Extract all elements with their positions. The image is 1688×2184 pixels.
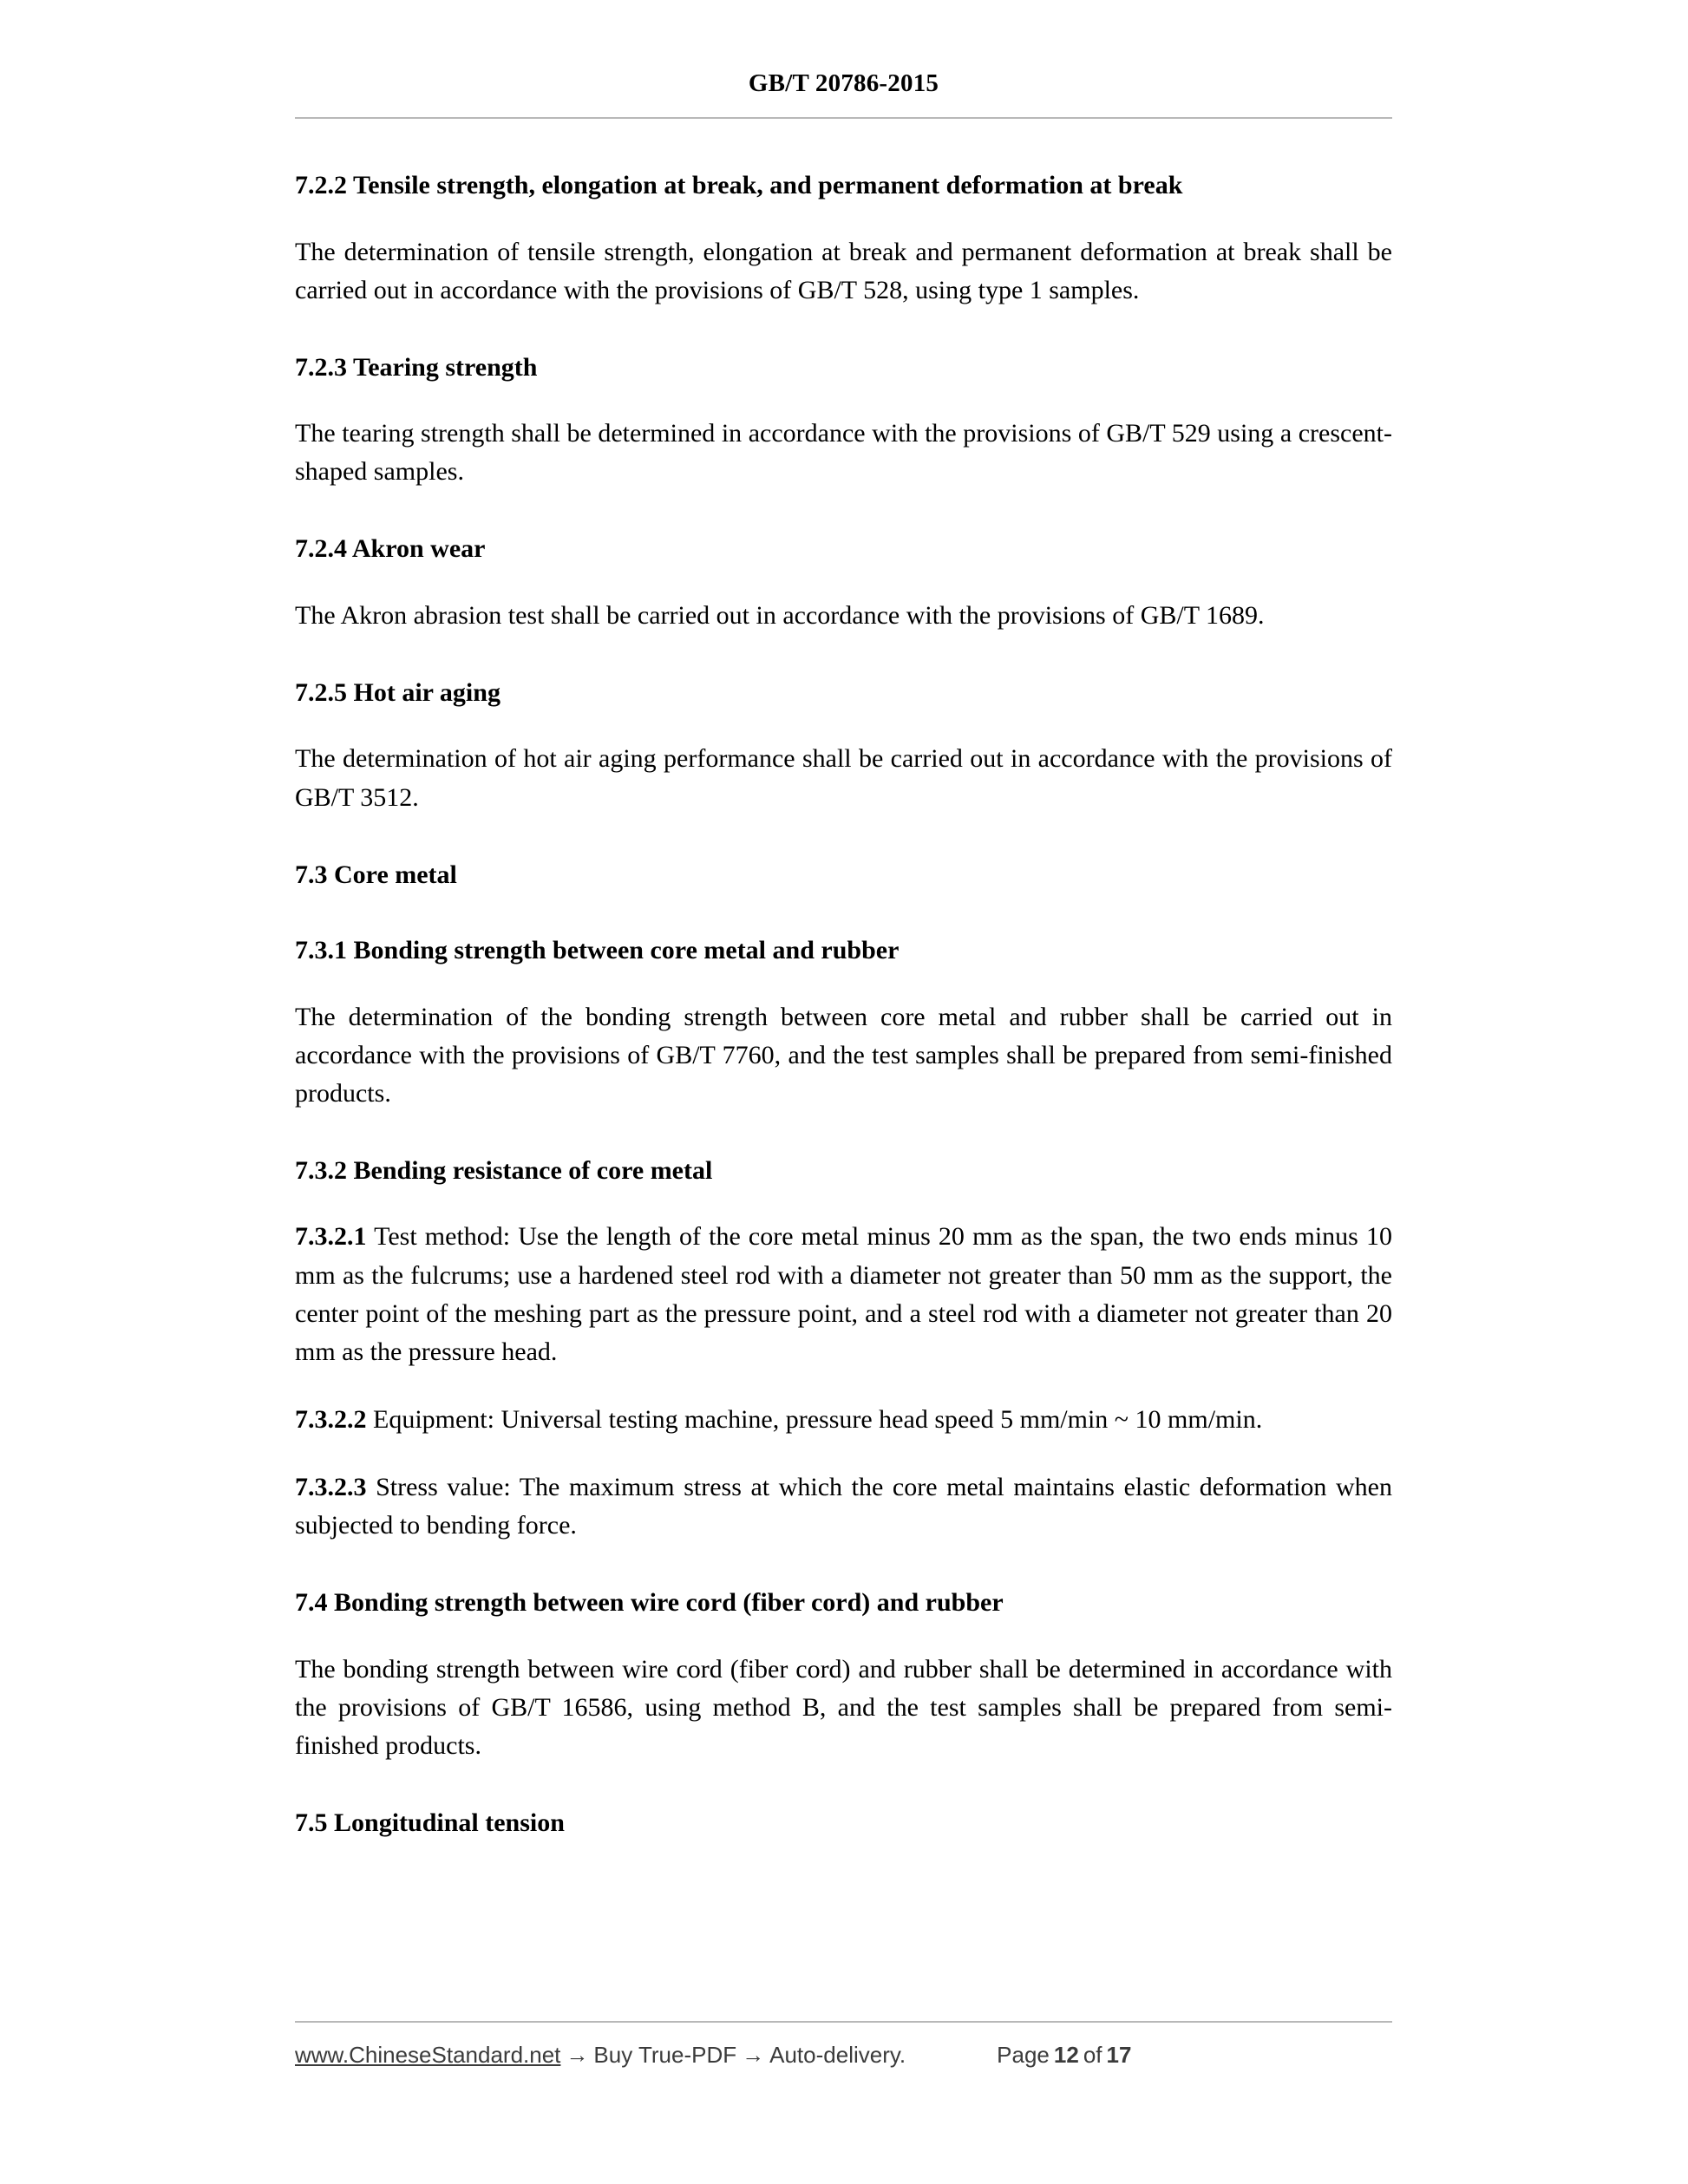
section-paragraph-7-2-5: The determination of hot air aging performance shall be carried out in accordance with the provisions of GB/T 3512. xyxy=(295,744,1392,812)
section-heading-7-3: 7.3 Core metal xyxy=(295,860,457,889)
paragraph-text-7-3-2-2: Equipment: Universal testing machine, pressure head speed 5 mm/min ~ 10 mm/min. xyxy=(366,1404,1263,1434)
page-footer xyxy=(295,2021,1392,2069)
total-page-number: 17 xyxy=(1106,2042,1132,2068)
buy-true-pdf-label: Buy True-PDF xyxy=(593,2042,737,2068)
chinesestandard-link[interactable]: www.ChineseStandard.net xyxy=(295,2042,561,2068)
numbered-paragraph-7-3-2-1 xyxy=(295,1218,1392,1370)
section-paragraph-7-2-4: The Akron abrasion test shall be carried out in accordance with the provisions of GB/T 1689. xyxy=(295,600,1265,630)
paragraph-number-7-3-2-2: 7.3.2.2 xyxy=(295,1404,367,1434)
arrow-right-icon: → xyxy=(566,2042,589,2068)
paragraph-number-7-3-2-3: 7.3.2.3 xyxy=(295,1472,367,1501)
section-paragraph-7-3-1: The determination of the bonding strength between core metal and rubber shall be carried out in accordance with the provisions of GB/T 7760, and the test samples shall be prepared from semi-finished products. xyxy=(295,1002,1392,1108)
document-body xyxy=(295,168,1392,1841)
of-label: of xyxy=(1083,2042,1102,2068)
section-paragraph-7-4: The bonding strength between wire cord (fiber cord) and rubber shall be determined in accordance with the provisions of GB/T 16586, using method B, and the test samples shall be prepared from semi-finished products. xyxy=(295,1654,1392,1760)
auto-delivery-label: Auto-delivery. xyxy=(769,2042,906,2068)
page-content xyxy=(295,69,1392,1841)
section-heading-7-4: 7.4 Bonding strength between wire cord (fiber cord) and rubber xyxy=(295,1588,1004,1618)
section-paragraph-7-2-3: The tearing strength shall be determined in accordance with the provisions of GB/T 529 using a crescent-shaped samples. xyxy=(295,419,1392,487)
section-heading-7-2-3: 7.2.3 Tearing strength xyxy=(295,352,538,382)
section-heading-7-3-2: 7.3.2 Bending resistance of core metal xyxy=(295,1155,713,1185)
page-indicator xyxy=(997,2042,1135,2069)
arrow-right-icon-2: → xyxy=(742,2042,765,2068)
page-header xyxy=(295,69,1392,119)
section-heading-7-2-2: 7.2.2 Tensile strength, elongation at break, and permanent deformation at break xyxy=(295,171,1183,199)
section-heading-7-5: 7.5 Longitudinal tension xyxy=(295,1808,565,1837)
section-heading-7-3-1: 7.3.1 Bonding strength between core metal and rubber xyxy=(295,936,900,965)
footer-promo xyxy=(295,2042,906,2069)
section-paragraph-7-2-2: The determination of tensile strength, elongation at break and permanent deformation at break shall be carried out in accordance with the provisions of GB/T 528, using type 1 samples. xyxy=(295,237,1392,304)
numbered-paragraph-7-3-2-3 xyxy=(295,1468,1392,1545)
numbered-paragraph-7-3-2-2 xyxy=(295,1401,1392,1439)
standard-number: GB/T 20786-2015 xyxy=(748,69,939,97)
section-heading-7-2-5: 7.2.5 Hot air aging xyxy=(295,677,501,707)
paragraph-text-7-3-2-1: Test method: Use the length of the core metal minus 20 mm as the span, the two ends minus 10 mm as the fulcrums; use a hardened steel rod with a diameter not greater than 50 mm as the support, the center point of the meshing part as the pressure point, and a steel rod with a diameter not greater than 20 mm as the pressure head. xyxy=(295,1222,1392,1366)
paragraph-text-7-3-2-3: Stress value: The maximum stress at which the core metal maintains elastic deformation when subjected to bending force. xyxy=(295,1472,1392,1540)
current-page-number: 12 xyxy=(1053,2042,1079,2068)
page-label: Page xyxy=(997,2042,1050,2068)
section-heading-7-2-4: 7.2.4 Akron wear xyxy=(295,534,486,564)
paragraph-number-7-3-2-1: 7.3.2.1 xyxy=(295,1222,367,1252)
